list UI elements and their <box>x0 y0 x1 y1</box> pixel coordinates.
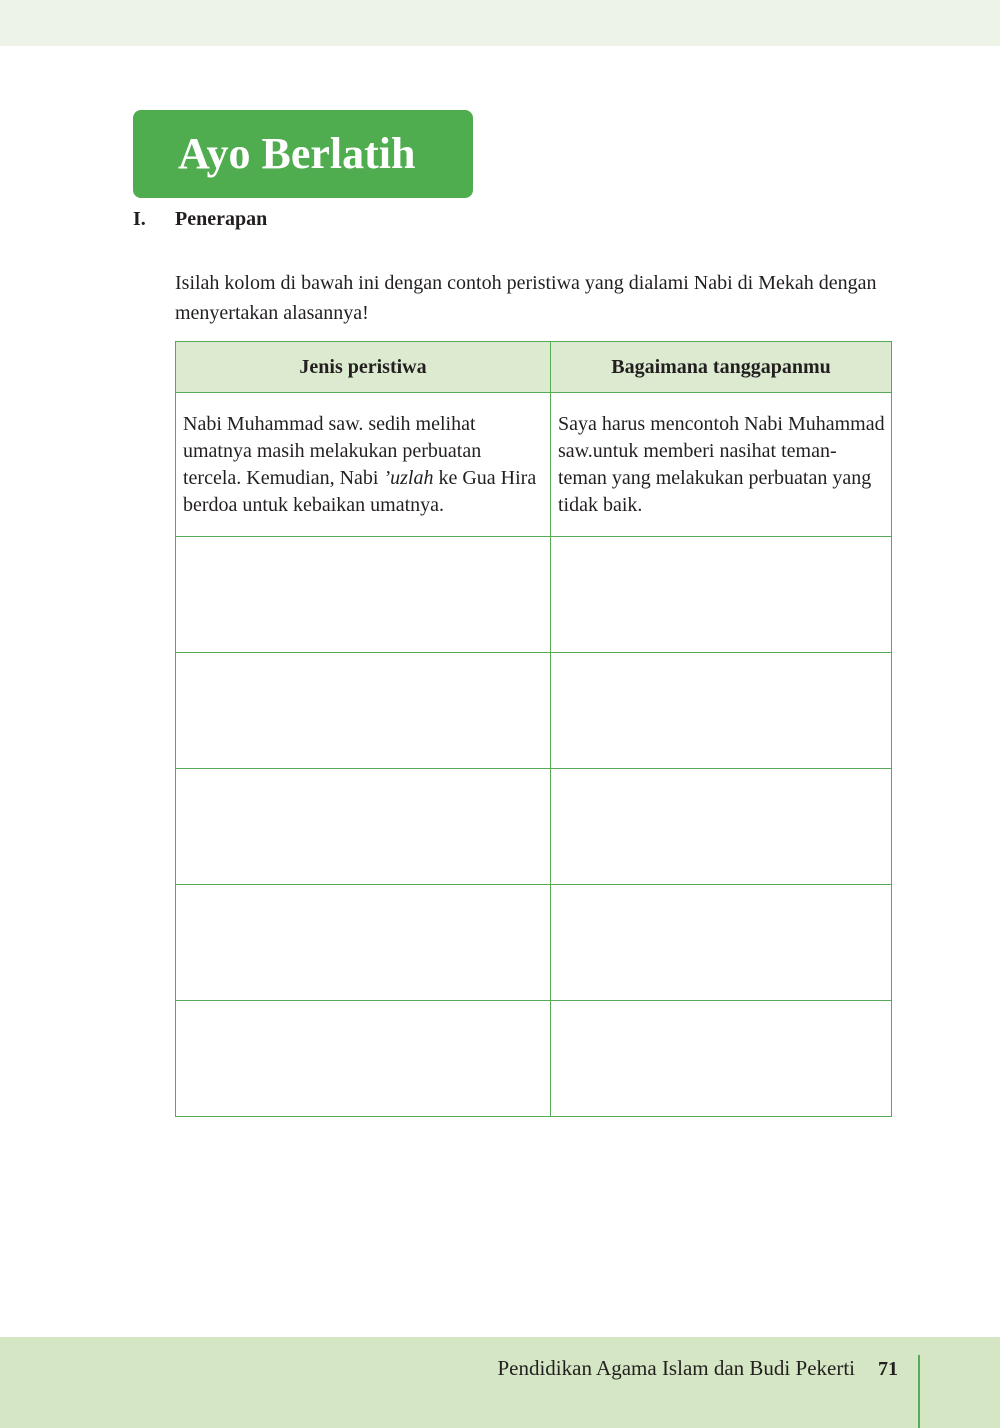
event-answer-cell[interactable] <box>176 537 551 653</box>
worksheet-table <box>175 341 892 1117</box>
example-event-cell <box>176 393 551 537</box>
top-band <box>0 0 1000 46</box>
response-answer-cell[interactable] <box>551 653 892 769</box>
footer-band <box>0 1337 1000 1428</box>
event-answer-cell[interactable] <box>176 769 551 885</box>
table-row <box>176 885 892 1001</box>
table-row <box>176 653 892 769</box>
section-title: Penerapan <box>175 208 268 230</box>
title-banner <box>133 110 473 198</box>
page-title: Ayo Berlatih <box>178 129 416 178</box>
footer-book-title: Pendidikan Agama Islam dan Budi Pekerti <box>497 1356 855 1380</box>
response-answer-cell[interactable] <box>551 1001 892 1117</box>
example-event-text-end: ke Gua Hira berdoa untuk kebaikan umatnya. <box>183 466 537 516</box>
example-row <box>176 393 892 537</box>
response-answer-cell[interactable] <box>551 537 892 653</box>
event-answer-cell[interactable] <box>176 653 551 769</box>
response-answer-cell[interactable] <box>551 769 892 885</box>
header-jenis-peristiwa: Jenis peristiwa <box>176 342 551 393</box>
table-row <box>176 769 892 885</box>
example-response-cell: Saya harus mencontoh Nabi Muhammad saw.untuk memberi nasihat teman-teman yang melakukan perbuatan yang tidak baik. <box>551 393 892 537</box>
header-tanggapan: Bagaimana tanggapanmu <box>551 342 892 393</box>
event-answer-cell[interactable] <box>176 1001 551 1117</box>
table-row <box>176 537 892 653</box>
instruction-text: Isilah kolom di bawah ini dengan contoh peristiwa yang dialami Nabi di Mekah dengan menyertakan alasannya! <box>175 272 877 324</box>
page-number: 71 <box>878 1358 898 1380</box>
table-row <box>176 1001 892 1117</box>
section-number: I. <box>133 208 146 230</box>
footer-divider <box>918 1355 920 1428</box>
response-answer-cell[interactable] <box>551 885 892 1001</box>
example-event-text: Nabi Muhammad saw. sedih melihat umatnya masih melakukan perbuatan tercela. Kemudian, Nabi <box>183 412 482 489</box>
event-answer-cell[interactable] <box>176 885 551 1001</box>
table-header-row <box>176 342 892 393</box>
example-event-italic: ’uzlah <box>383 466 434 489</box>
